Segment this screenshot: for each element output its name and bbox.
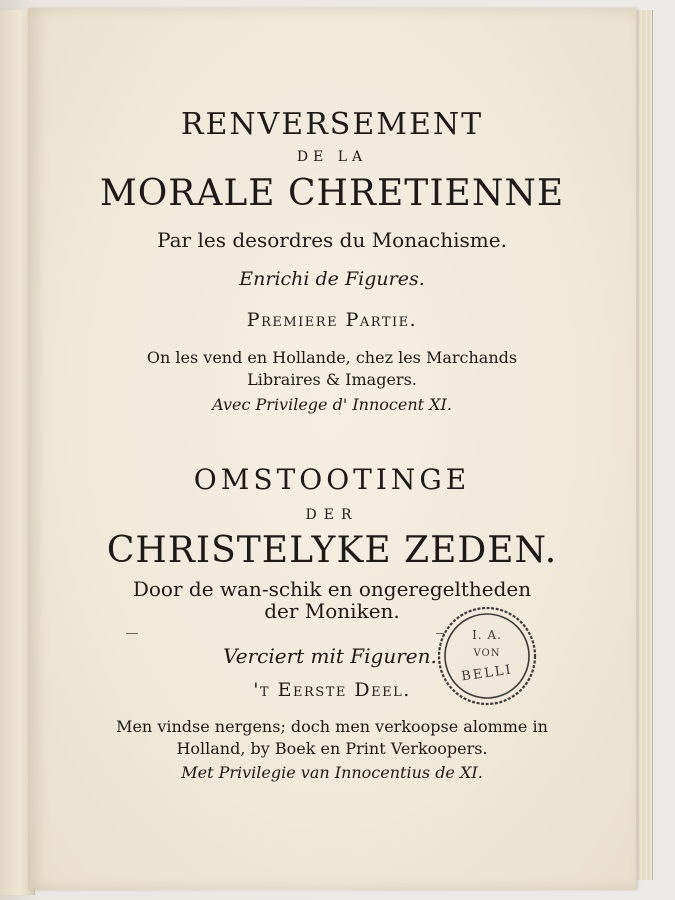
dutch-subtitle-line-1: Door de wan-schik en ongeregeltheden [132, 577, 532, 601]
french-title-line-1: RENVERSEMENT [180, 107, 484, 142]
french-subtitle: Par les desordres du Monachisme. [157, 228, 507, 252]
dutch-part: 't Eerste Deel. [253, 679, 411, 701]
stamp-line-3: BELLI [460, 662, 514, 685]
dutch-title-line-1: OMSTOOTINGE [193, 463, 471, 496]
dutch-privilege: Met Privilegie van Innocentius de XI. [181, 763, 483, 782]
stamp-line-2: VON [473, 648, 501, 659]
decorative-dash-left [126, 633, 138, 634]
dutch-title-line-2: DER [305, 507, 359, 523]
dutch-title-line-3: CHRISTELYKE ZEDEN. [106, 530, 558, 571]
dutch-imprint-line-2: Holland, by Boek en Print Verkoopers. [176, 739, 488, 758]
french-privilege: Avec Privilege d' Innocent XI. [212, 395, 452, 414]
library-stamp [436, 605, 538, 707]
french-imprint-line-2: Libraires & Imagers. [247, 370, 417, 389]
french-imprint-line-1: On les vend en Hollande, chez les Marchands [146, 348, 518, 367]
dutch-figures: Verciert mit Figuren. [223, 644, 437, 668]
french-title-line-3: MORALE CHRETIENNE [99, 173, 565, 214]
french-title-line-2: DE LA [296, 149, 368, 165]
stamp-line-1: I. A. [472, 628, 502, 642]
dutch-subtitle-line-2: der Moniken. [264, 599, 400, 623]
french-figures: Enrichi de Figures. [239, 268, 425, 290]
dutch-imprint-line-1: Men vindse nergens; doch men verkoopse alomme in [116, 717, 548, 736]
french-part: Premiere Partie. [246, 309, 418, 331]
